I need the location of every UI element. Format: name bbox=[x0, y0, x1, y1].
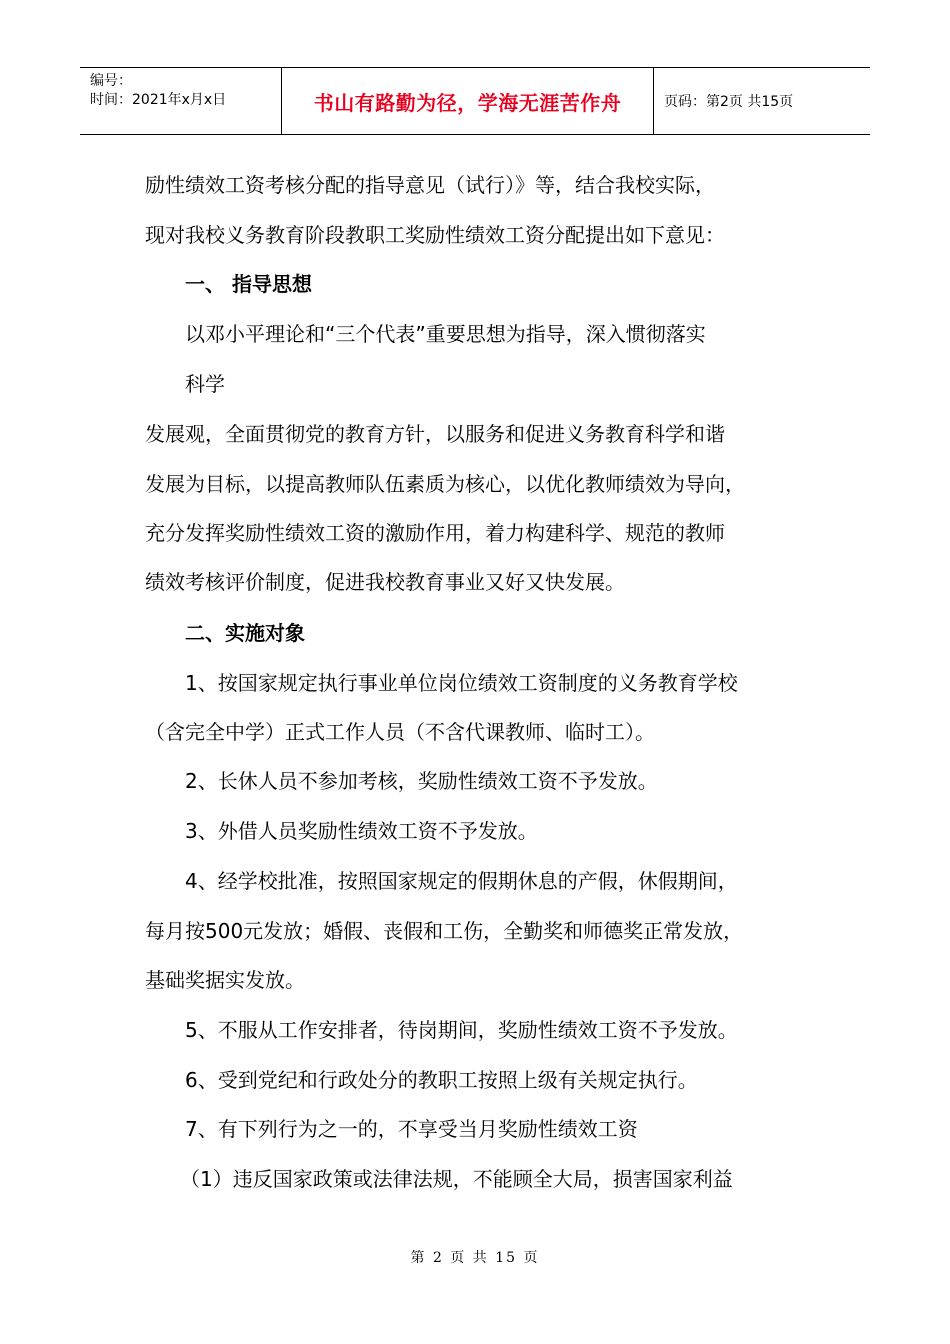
body-line: 科学 bbox=[185, 372, 225, 396]
body-line: （1）违反国家政策或法律法规，不能顾全大局，损害国家利益 bbox=[180, 1167, 733, 1191]
body-line: 励性绩效工资考核分配的指导意见（试行）》等，结合我校实际， bbox=[145, 173, 715, 197]
body-line: 5、不服从工作安排者，待岗期间，奖励性绩效工资不予发放。 bbox=[185, 1018, 738, 1042]
body-line: 基础奖据实发放。 bbox=[145, 968, 305, 992]
body-line: 6、受到党纪和行政处分的教职工按照上级有关规定执行。 bbox=[185, 1068, 698, 1092]
doc-date-label: 时间：2021年x月x日 bbox=[90, 92, 227, 108]
page-footer: 第 2 页 共 15 页 bbox=[410, 1250, 540, 1266]
body-line: 1、按国家规定执行事业单位岗位绩效工资制度的义务教育学校 bbox=[185, 671, 738, 695]
body-line: 发展为目标，以提高教师队伍素质为核心，以优化教师绩效为导向， bbox=[145, 472, 745, 496]
body-line: 每月按500元发放；婚假、丧假和工伤，全勤奖和师德奖正常发放， bbox=[145, 919, 744, 943]
body-line: 发展观，全面贯彻党的教育方针，以服务和促进义务教育科学和谐 bbox=[145, 422, 725, 446]
body-line: 绩效考核评价制度，促进我校教育事业又好又快发展。 bbox=[145, 570, 625, 594]
body-line: 充分发挥奖励性绩效工资的激励作用，着力构建科学、规范的教师 bbox=[145, 521, 725, 545]
header-meta bbox=[80, 68, 282, 134]
doc-number-label: 编号： bbox=[90, 73, 132, 89]
body-line: 4、经学校批准，按照国家规定的假期休息的产假，休假期间， bbox=[185, 869, 738, 893]
header-motto: 书山有路勤为径，学海无涯苦作舟 bbox=[282, 68, 654, 134]
body-line: 以邓小平理论和“三个代表”重要思想为指导，深入惯彻落实 bbox=[185, 322, 706, 346]
page-header bbox=[80, 67, 870, 135]
section-heading-targets: 二、实施对象 bbox=[185, 621, 305, 645]
header-page-info: 页码：第2页 共15页 bbox=[664, 94, 794, 110]
body-line: 2、长休人员不参加考核，奖励性绩效工资不予发放。 bbox=[185, 769, 658, 793]
body-line: 现对我校义务教育阶段教职工奖励性绩效工资分配提出如下意见： bbox=[145, 223, 725, 247]
body-line: 3、外借人员奖励性绩效工资不予发放。 bbox=[185, 819, 538, 843]
section-heading-guiding-thought: 一、 指导思想 bbox=[185, 272, 312, 296]
body-line: 7、有下列行为之一的，不享受当月奖励性绩效工资 bbox=[185, 1117, 638, 1141]
body-line: （含完全中学）正式工作人员（不含代课教师、临时工）。 bbox=[145, 720, 655, 744]
